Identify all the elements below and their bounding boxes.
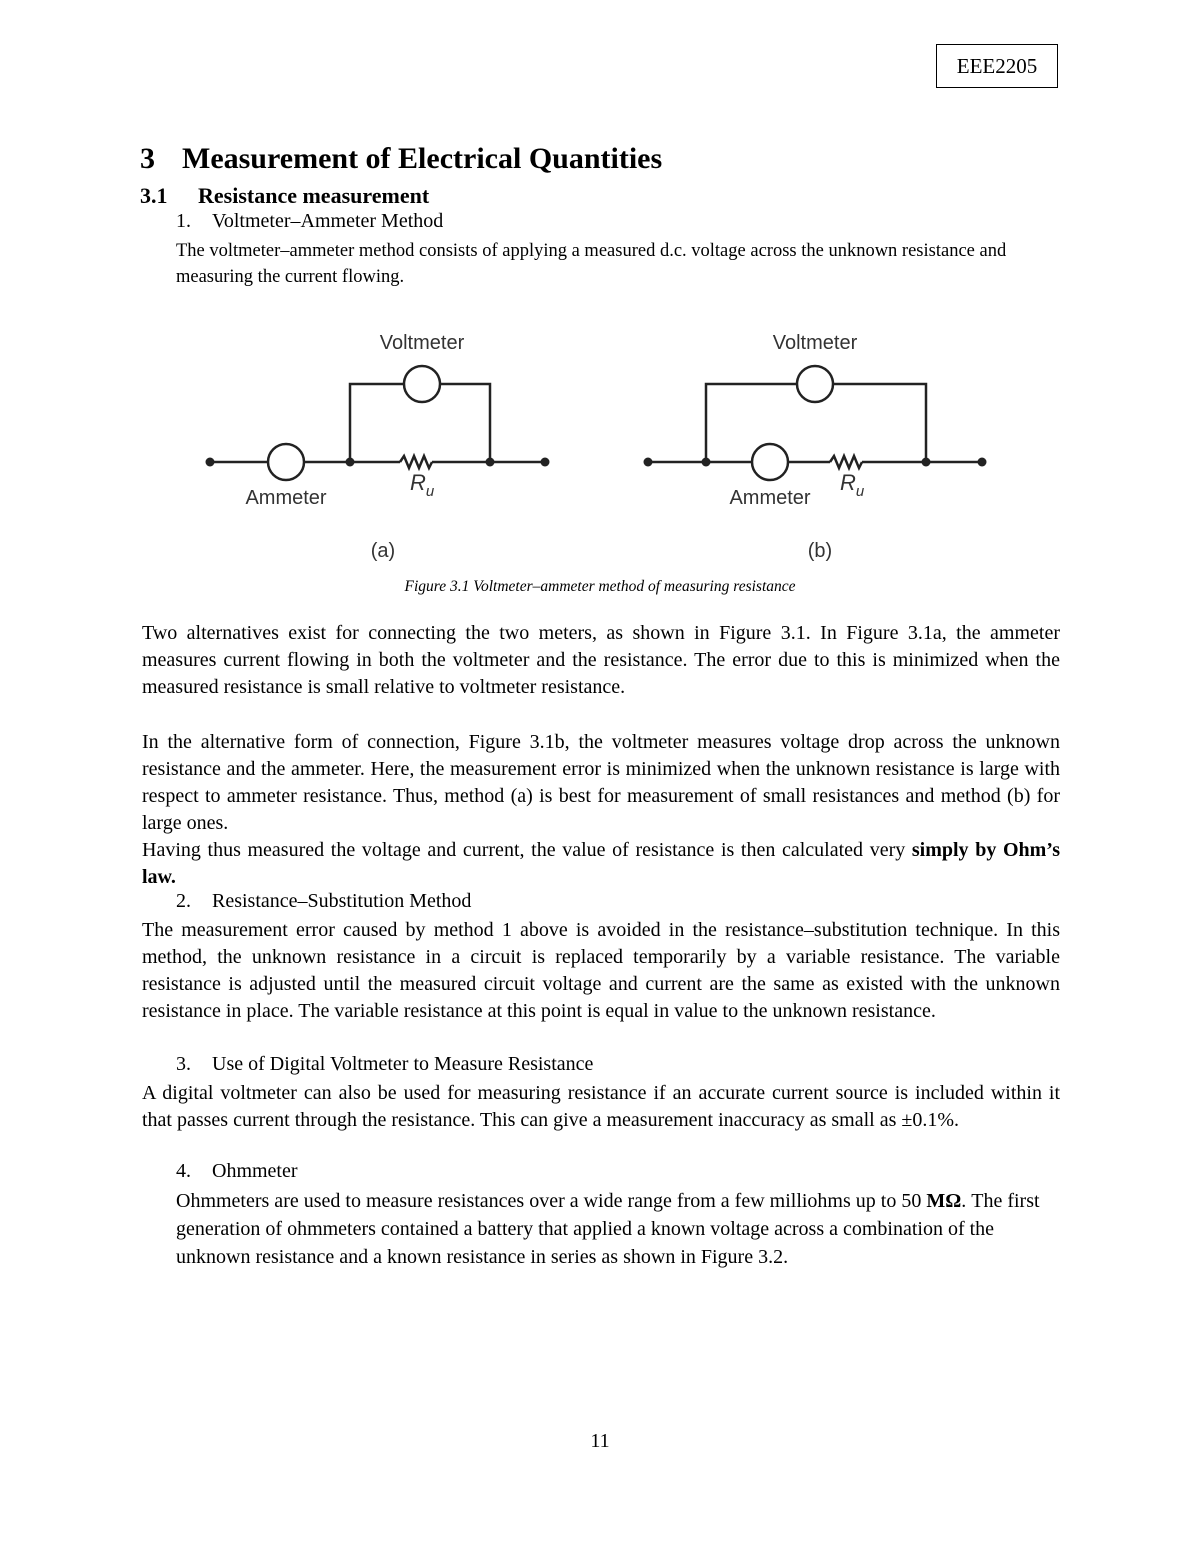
ammeter-symbol-b (752, 444, 788, 480)
method-3-text: A digital voltmeter can also be used for measuring resistance if an accurate current source is included within it that passes current through the resistance. This can give a measurement inaccuracy as small as ±0.1%. (142, 1082, 1060, 1131)
figure-3-1 (190, 318, 1010, 568)
method-2-heading (176, 890, 471, 913)
voltmeter-symbol-a (404, 366, 440, 402)
section-heading (140, 183, 429, 209)
chapter-number: 3 (140, 142, 155, 175)
method-3-number: 3. (176, 1053, 191, 1075)
figure-caption: Figure 3.1 Voltmeter–ammeter method of measuring resistance (404, 578, 796, 595)
resistor-symbol-a (400, 456, 432, 468)
method-4-title: Ohmmeter (212, 1160, 298, 1182)
chapter-heading (140, 142, 662, 176)
method-3-title: Use of Digital Voltmeter to Measure Resistance (212, 1053, 594, 1075)
resistor-label-a: $R_u$ (410, 470, 435, 500)
resistor-symbol-b (830, 456, 862, 468)
paragraph-3-text: Having thus measured the voltage and current, the value of resistance is then calculated very (142, 839, 912, 861)
voltmeter-symbol-b (797, 366, 833, 402)
method-4-text-start: Ohmmeters are used to measure resistances over a wide range from a few milliohms up to 50 (176, 1190, 927, 1212)
method-2-text: The measurement error caused by method 1 above is avoided in the resistance–substitution technique. In this method, the unknown resistance in a circuit is replaced temporarily by a variable resistance. The variable resistance is adjusted until the measured circuit voltage and current are the same as existed with the unknown resistance in place. The variable resistance at this point is equal in value to the unknown resistance. (142, 919, 1060, 1022)
resistor-label-b: $R_u$ (840, 470, 865, 500)
method-1-title: Voltmeter–Ammeter Method (212, 210, 444, 232)
method-1-number: 1. (176, 210, 191, 232)
section-number: 3.1 (140, 183, 168, 208)
method-1-intro: The voltmeter–ammeter method consists of applying a measured d.c. voltage across the unknown resistance and measuring the current flowing. (176, 241, 1007, 287)
page-number: 11 (590, 1430, 610, 1452)
paragraph-1: Two alternatives exist for connecting the two meters, as shown in Figure 3.1. In Figure 3.1a, the ammeter measures current flowing in both the voltmeter and the resistance. The error due to this is minimized when the measured resistance is small relative to voltmeter resistance. (142, 622, 1060, 698)
paragraph-2: In the alternative form of connection, Figure 3.1b, the voltmeter measures voltage drop across the unknown resistance and the ammeter. Here, the measurement error is minimized when the unknown resistance is large with respect to ammeter resistance. Thus, method (a) is best for measurement of small resistances and method (b) for large ones. (142, 731, 1060, 834)
course-code-box: EEE2205 (936, 44, 1058, 88)
method-4-heading (176, 1160, 298, 1183)
ammeter-label-b: Ammeter (729, 487, 811, 509)
method-4-text-end: . The first generation of ohmmeters contained a battery that applied a known voltage across a combination of the unknown resistance and a known resistance in series as shown in Figure 3.2. (176, 1190, 1040, 1268)
megaohm-unit: MΩ (926, 1190, 962, 1212)
method-4-number: 4. (176, 1160, 191, 1182)
panel-b-label: (b) (807, 540, 833, 562)
ammeter-label-a: Ammeter (245, 487, 327, 509)
paragraph-3 (142, 837, 1060, 891)
section-title: Resistance measurement (198, 183, 430, 208)
circuit-a (210, 366, 545, 480)
ohms-law-emphasis: simply by Ohm’s law. (142, 839, 1060, 888)
method-1-heading (176, 210, 443, 233)
method-3-heading (176, 1053, 593, 1076)
voltmeter-label-b: Voltmeter (772, 332, 858, 354)
ammeter-symbol-a (268, 444, 304, 480)
method-2-title: Resistance–Substitution Method (212, 890, 472, 912)
method-2-number: 2. (176, 890, 191, 912)
chapter-title: Measurement of Electrical Quantities (182, 142, 663, 175)
panel-a-label: (a) (370, 540, 396, 562)
voltmeter-label-a: Voltmeter (379, 332, 465, 354)
voltmeter-ammeter-diagram (190, 318, 1010, 568)
method-4-text (176, 1187, 1060, 1271)
circuit-b (648, 366, 982, 480)
